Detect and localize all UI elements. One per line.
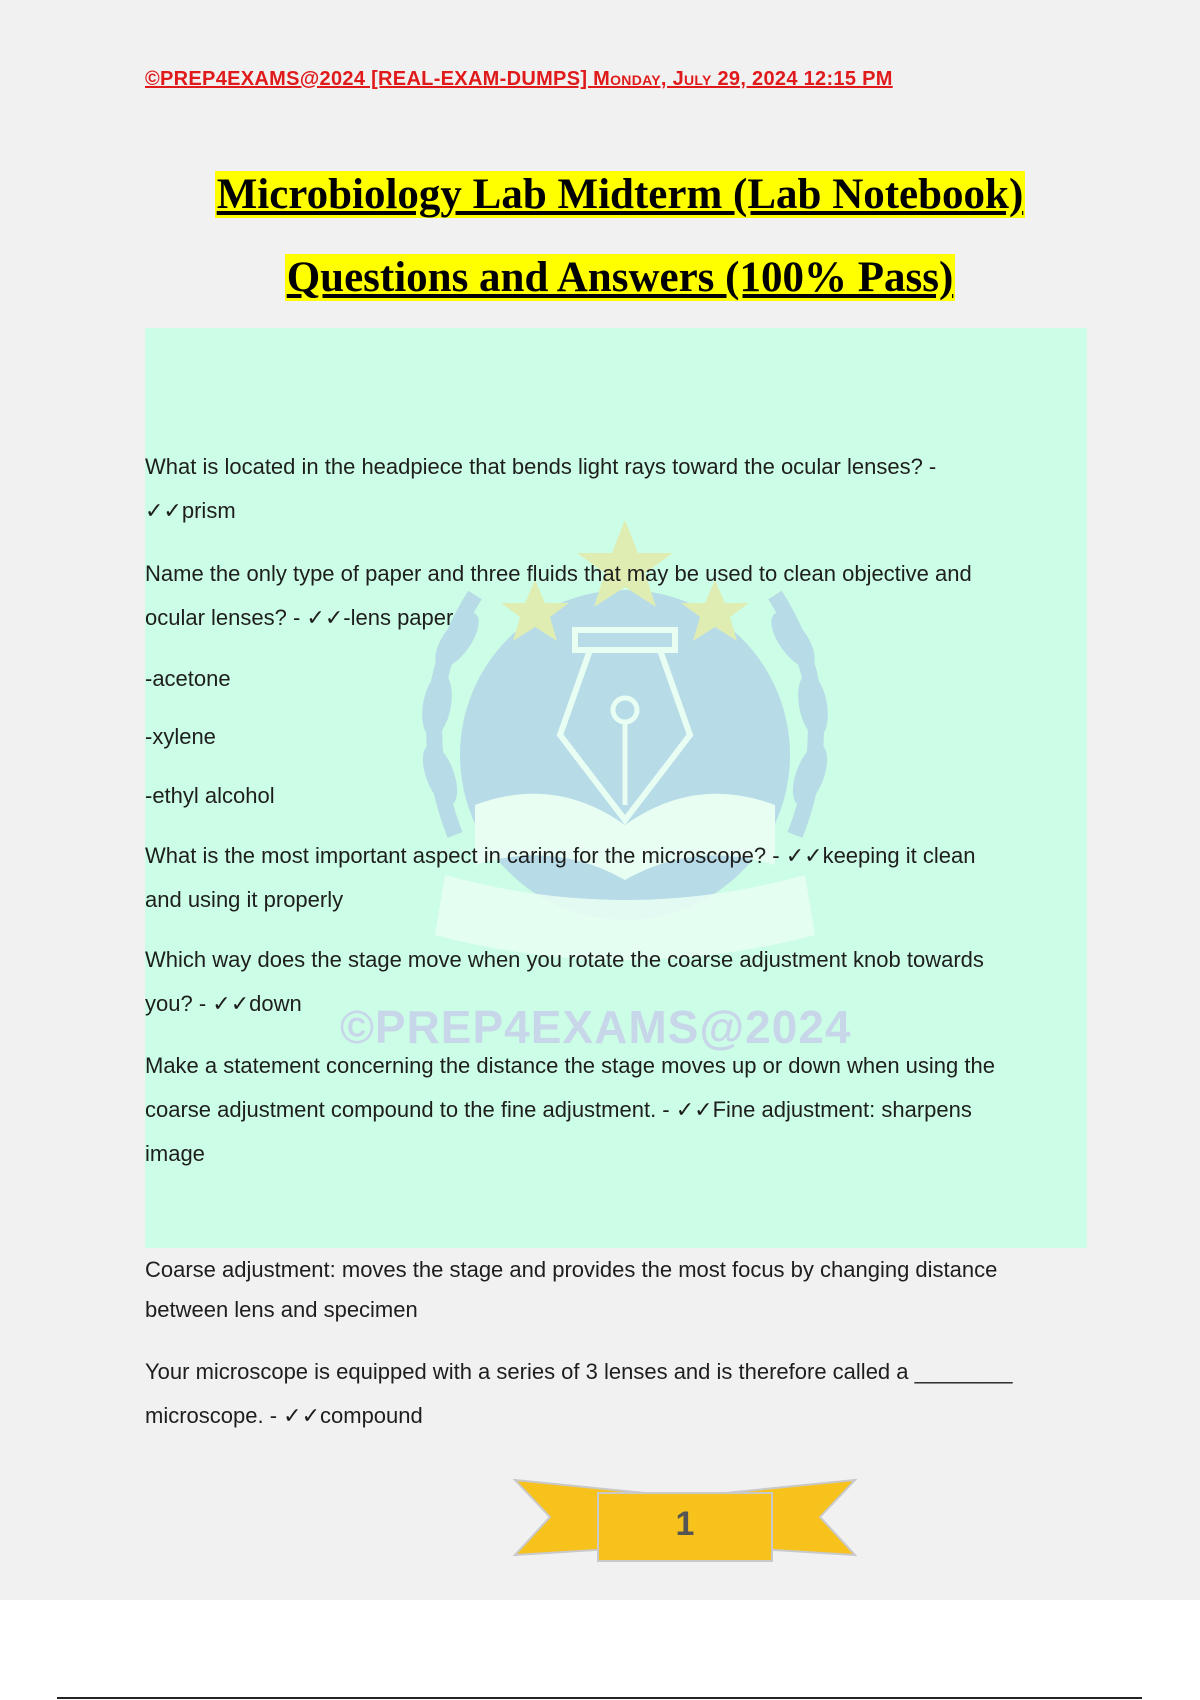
- header-line: ©PREP4EXAMS@2024 [REAL-EXAM-DUMPS] Monday, July 29, 2024 12:15 PM: [145, 68, 893, 90]
- list-item-ethyl-alcohol: -ethyl alcohol: [145, 783, 275, 808]
- list-item-acetone: -acetone: [145, 666, 231, 691]
- qa-item-1: What is located in the headpiece that bends light rays toward the ocular lenses? - ✓✓prism: [145, 454, 937, 523]
- bottom-divider: [57, 1697, 1142, 1699]
- list-item-xylene: -xylene: [145, 724, 216, 749]
- title-line-2: Questions and Answers (100% Pass): [286, 254, 954, 301]
- qa-item-6: Your microscope is equipped with a series of 3 lenses and is therefore called a ________ microscope. - ✓✓compound: [145, 1359, 1013, 1428]
- qa-item-5-continued: Coarse adjustment: moves the stage and provides the most focus by changing distance between lens and specimen: [145, 1257, 998, 1322]
- qa-item-2: Name the only type of paper and three fluids that may be used to clean objective and ocular lenses? - ✓✓-lens paper: [145, 561, 972, 630]
- qa-item-5: Make a statement concerning the distance the stage moves up or down when using the coarse adjustment compound to the fine adjustment. - ✓✓Fine adjustment: sharpens image: [145, 1053, 995, 1166]
- page-number: 1: [675, 1505, 695, 1543]
- page-bottom-margin: [0, 1600, 1200, 1700]
- title-line-1: Microbiology Lab Midterm (Lab Notebook): [216, 171, 1024, 218]
- watermark-text: ©PREP4EXAMS@2024: [340, 1001, 852, 1053]
- qa-item-3: What is the most important aspect in caring for the microscope? - ✓✓keeping it clean and using it properly: [145, 843, 976, 912]
- qa-item-4: Which way does the stage move when you rotate the coarse adjustment knob towards you? - ✓✓down: [145, 947, 984, 1016]
